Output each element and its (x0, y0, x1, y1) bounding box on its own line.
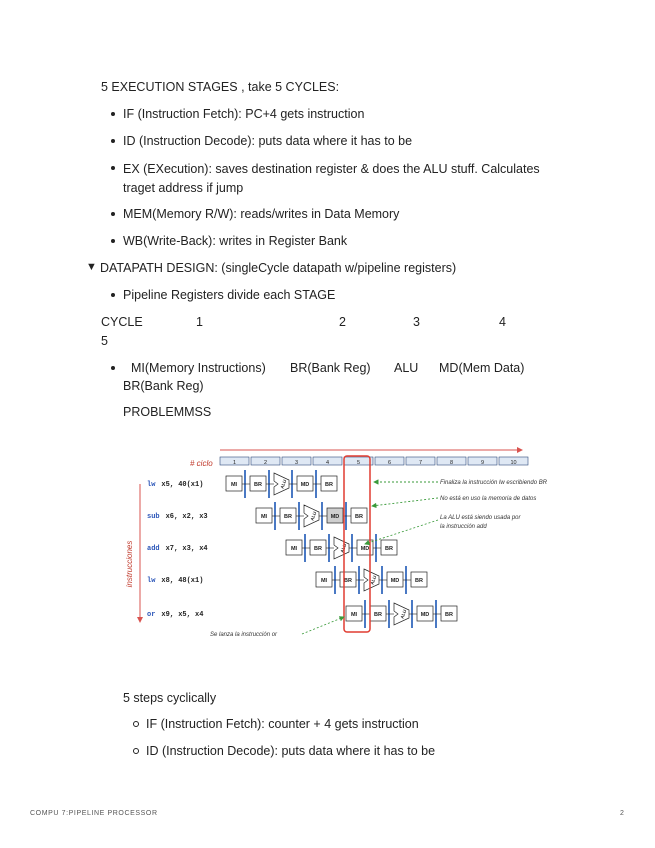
br2-label: BR(Bank Reg) (123, 379, 204, 393)
alu-label: ALU (399, 608, 408, 620)
bullet-icon (111, 166, 115, 170)
cycle-number: 4 (325, 460, 330, 466)
cycle-number: 1 (232, 460, 237, 466)
datapath-heading[interactable]: DATAPATH DESIGN: (singleCycle datapath w/pipeline registers) (100, 261, 457, 275)
bullet-icon (111, 112, 115, 116)
bullet-icon (111, 366, 115, 370)
pipeline-row (256, 502, 367, 530)
cycle-number: 6 (387, 460, 392, 466)
stage-if: IF (Instruction Fetch): PC+4 gets instruction (123, 107, 365, 121)
note-md-arrow (372, 498, 438, 506)
instruction-label: add x7, x3, x4 (147, 545, 208, 553)
cycle-number: 10 (510, 460, 517, 466)
stage-ex: EX (EXecution): saves destination register & does the ALU stuff. Calculates traget address if jump (123, 162, 540, 195)
note-alu: La ALU está siendo usada por (440, 515, 521, 521)
note-or-arrow (302, 617, 344, 634)
cycle-label: CYCLE (101, 315, 143, 329)
step-id: ID (Instruction Decode): puts data where it has to be (146, 744, 436, 758)
md-label: MD(Mem Data) (439, 361, 525, 375)
alu-label: ALU (394, 361, 419, 375)
mi-label: MI(Memory Instructions) (131, 361, 266, 375)
stage-id: ID (Instruction Decode): puts data where it has to be (123, 134, 413, 148)
stage-label: MD (300, 482, 310, 488)
stage-label: MI (350, 612, 358, 618)
stage-wb: WB(Write-Back): writes in Register Bank (123, 234, 348, 248)
cycle-number: 5 (356, 460, 361, 466)
cycle-3: 3 (413, 315, 420, 329)
instruction-label: lw x8, 48(x1) (147, 577, 204, 585)
bullet-icon (111, 139, 115, 143)
note-alu-arrow (365, 520, 438, 544)
stage-label: MD (360, 546, 370, 552)
stage-label: BR (344, 578, 352, 584)
cycle-header (220, 457, 528, 466)
instruction-labels (147, 481, 208, 619)
note-lw: Finaliza la instrucción lw escribiendo BR (440, 480, 548, 486)
collapse-triangle-icon[interactable]: ▼ (86, 261, 97, 273)
stage-label: MI (230, 482, 238, 488)
cycle-2: 2 (339, 315, 346, 329)
stage-label: BR (284, 514, 292, 520)
cycle-axis-label: # ciclo (190, 459, 213, 468)
bullet-icon (111, 293, 115, 297)
section-heading: 5 EXECUTION STAGES , take 5 CYCLES: (101, 80, 340, 94)
step-if: IF (Instruction Fetch): counter + 4 gets instruction (146, 717, 419, 731)
note-alu-2: la instrucción add (440, 524, 487, 530)
br-label: BR(Bank Reg) (290, 361, 371, 375)
pipeline-row (346, 600, 457, 628)
pipeline-rows (226, 470, 457, 628)
pipeline-diagram (120, 444, 548, 649)
pipeline-row (316, 566, 427, 594)
stage-label: BR (445, 612, 453, 618)
bullet-icon (111, 239, 115, 243)
footer-title: COMPU 7:PIPELINE PROCESSOR (30, 810, 158, 817)
page-number: 2 (620, 810, 625, 817)
alu-label: ALU (279, 478, 288, 490)
steps-heading: 5 steps cyclically (123, 691, 217, 705)
circle-bullet-icon (133, 748, 139, 754)
alu-label: ALU (309, 510, 318, 522)
note-or: Se lanza la instrucción or (210, 632, 278, 638)
cycle-1: 1 (196, 315, 203, 329)
stage-mem: MEM(Memory R/W): reads/writes in Data Memory (123, 207, 400, 221)
cycle-number: 9 (480, 460, 485, 466)
alu-label: ALU (339, 542, 348, 554)
stage-label: BR (355, 514, 363, 520)
stage-label: BR (254, 482, 262, 488)
bullet-icon (111, 212, 115, 216)
cycle-4: 4 (499, 315, 506, 329)
cycle-number: 7 (418, 460, 423, 466)
stage-label: MD (330, 514, 340, 520)
circle-bullet-icon (133, 721, 139, 727)
stage-label: MI (320, 578, 328, 584)
stage-label: MD (420, 612, 430, 618)
cycle-number: 8 (449, 460, 454, 466)
stage-label: BR (325, 482, 333, 488)
instructions-side-label: instrucciones (125, 540, 134, 588)
stage-label: MD (390, 578, 400, 584)
alu-label: ALU (369, 574, 378, 586)
stage-label: BR (314, 546, 322, 552)
pipeline-row (226, 470, 337, 498)
instruction-label: sub x6, x2, x3 (147, 513, 208, 521)
cycle-number: 2 (263, 460, 268, 466)
cycle-5: 5 (101, 334, 108, 348)
stage-label: BR (415, 578, 423, 584)
problem-label: PROBLEMMSS (123, 405, 212, 419)
instruction-label: or x9, x5, x4 (147, 611, 204, 619)
pipeline-note: Pipeline Registers divide each STAGE (123, 288, 336, 302)
pipeline-row (286, 534, 397, 562)
stage-label: BR (374, 612, 382, 618)
stage-label: MI (260, 514, 268, 520)
stage-label: MI (290, 546, 298, 552)
stage-label: BR (385, 546, 393, 552)
instruction-label: lw x5, 40(x1) (147, 481, 204, 489)
note-md: No está en uso la memoria de datos (440, 496, 537, 502)
cycle-number: 3 (294, 460, 299, 466)
